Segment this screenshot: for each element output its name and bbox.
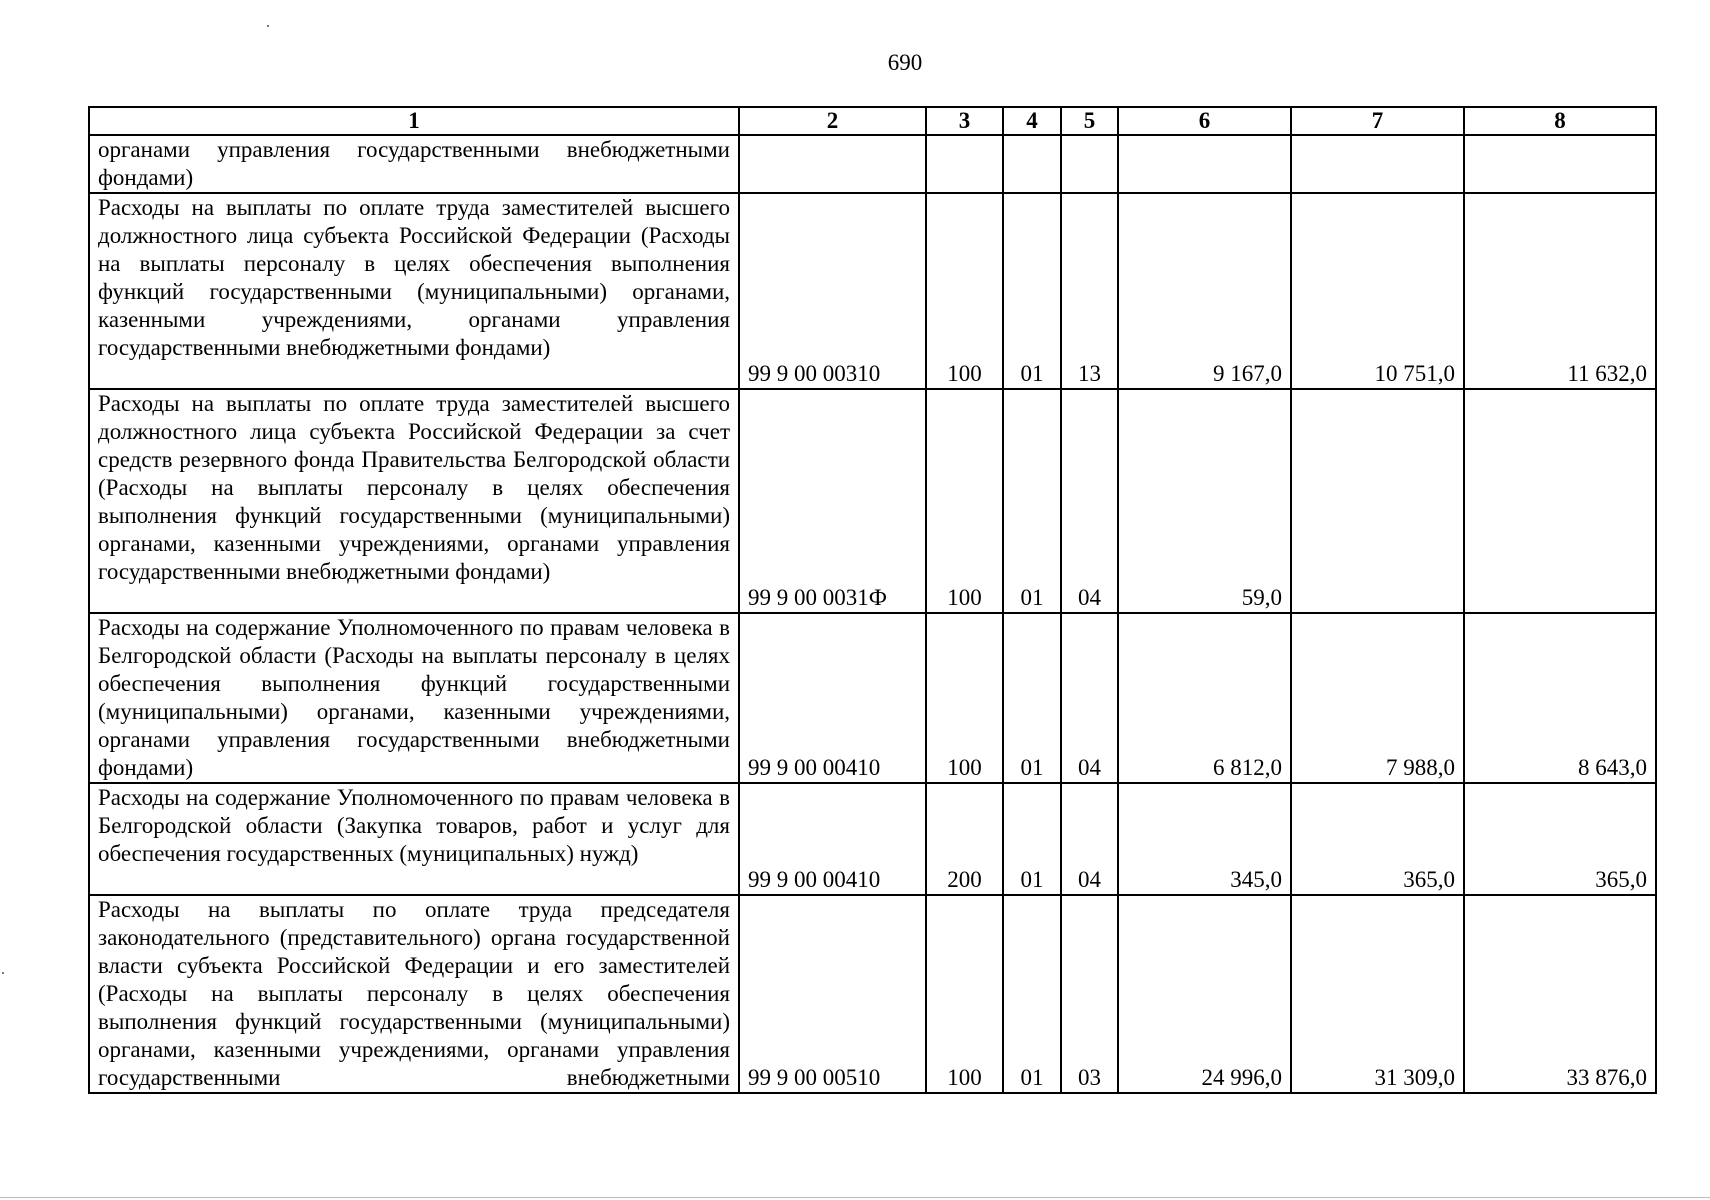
subsection [1061,135,1118,193]
amount-col7: 31 309,0 [1291,895,1464,1093]
amount-col6: 24 996,0 [1118,895,1291,1093]
expense-type: 100 [926,389,1003,613]
amount-col8: 365,0 [1464,783,1656,895]
scan-edge-line [0,1197,1710,1198]
table-row [89,783,1656,895]
row-description: Расходы на выплаты по оплате труда председателя законодательного (представительного) органа государственной власти субъекта Российской Федерации и его заместителей (Расходы на выплаты персоналу в целях обеспечения выполнения функций государственными (муниципальными) органами, казенными учреждениями, органами управления государственными внебюджетными [89,895,739,1093]
table-row [89,135,1656,193]
amount-col6: 59,0 [1118,389,1291,613]
amount-col7: 365,0 [1291,783,1464,895]
target-article-code [739,135,926,193]
amount-col7: 7 988,0 [1291,613,1464,783]
column-header: 2 [739,107,926,135]
column-header: 1 [89,107,739,135]
target-article-code: 99 9 00 00310 [739,193,926,389]
table-row [89,895,1656,1093]
row-description: органами управления государственными внебюджетными фондами) [89,135,739,193]
scan-speck [267,25,269,27]
section: 01 [1003,389,1061,613]
expense-type: 200 [926,783,1003,895]
row-description: Расходы на содержание Уполномоченного по правам человека в Белгородской области (Расходы на выплаты персоналу в целях обеспечения выполнения функций государственными (муниципальными) органами, казенными учреждениями, органами управления государственными внебюджетными фондами) [89,613,739,783]
column-header: 7 [1291,107,1464,135]
table-row [89,613,1656,783]
table-header-row [89,107,1656,135]
column-header: 3 [926,107,1003,135]
section [1003,135,1061,193]
amount-col8 [1464,389,1656,613]
target-article-code: 99 9 00 00410 [739,783,926,895]
amount-col7 [1291,389,1464,613]
amount-col8: 8 643,0 [1464,613,1656,783]
subsection: 03 [1061,895,1118,1093]
section: 01 [1003,613,1061,783]
target-article-code: 99 9 00 00410 [739,613,926,783]
amount-col8 [1464,135,1656,193]
section: 01 [1003,783,1061,895]
budget-table [88,106,1657,1094]
expense-type: 100 [926,895,1003,1093]
subsection: 04 [1061,389,1118,613]
expense-type: 100 [926,193,1003,389]
column-header: 5 [1061,107,1118,135]
table-row [89,193,1656,389]
amount-col6: 345,0 [1118,783,1291,895]
expense-type [926,135,1003,193]
expense-type: 100 [926,613,1003,783]
amount-col8: 33 876,0 [1464,895,1656,1093]
row-description: Расходы на выплаты по оплате труда заместителей высшего должностного лица субъекта Российской Федерации (Расходы на выплаты персоналу в целях обеспечения выполнения функций государственными (муниципальными) органами, казенными учреждениями, органами управления государственными внебюджетными фондами) [89,193,739,389]
subsection: 04 [1061,613,1118,783]
subsection: 04 [1061,783,1118,895]
table-row [89,389,1656,613]
page-number: 690 [887,50,923,75]
subsection: 13 [1061,193,1118,389]
amount-col6: 6 812,0 [1118,613,1291,783]
amount-col6 [1118,135,1291,193]
amount-col8: 11 632,0 [1464,193,1656,389]
column-header: 4 [1003,107,1061,135]
section: 01 [1003,895,1061,1093]
column-header: 8 [1464,107,1656,135]
row-description: Расходы на выплаты по оплате труда заместителей высшего должностного лица субъекта Российской Федерации за счет средств резервного фонда Правительства Белгородской области (Расходы на выплаты персоналу в целях обеспечения выполнения функций государственными (муниципальными) органами, казенными учреждениями, органами управления государственными внебюджетными фондами) [89,389,739,613]
row-description: Расходы на содержание Уполномоченного по правам человека в Белгородской области (Закупка товаров, работ и услуг для обеспечения государственных (муниципальных) нужд) [89,783,739,895]
amount-col6: 9 167,0 [1118,193,1291,389]
target-article-code: 99 9 00 0031Ф [739,389,926,613]
amount-col7 [1291,135,1464,193]
column-header: 6 [1118,107,1291,135]
scan-speck [2,972,4,974]
amount-col7: 10 751,0 [1291,193,1464,389]
section: 01 [1003,193,1061,389]
target-article-code: 99 9 00 00510 [739,895,926,1093]
